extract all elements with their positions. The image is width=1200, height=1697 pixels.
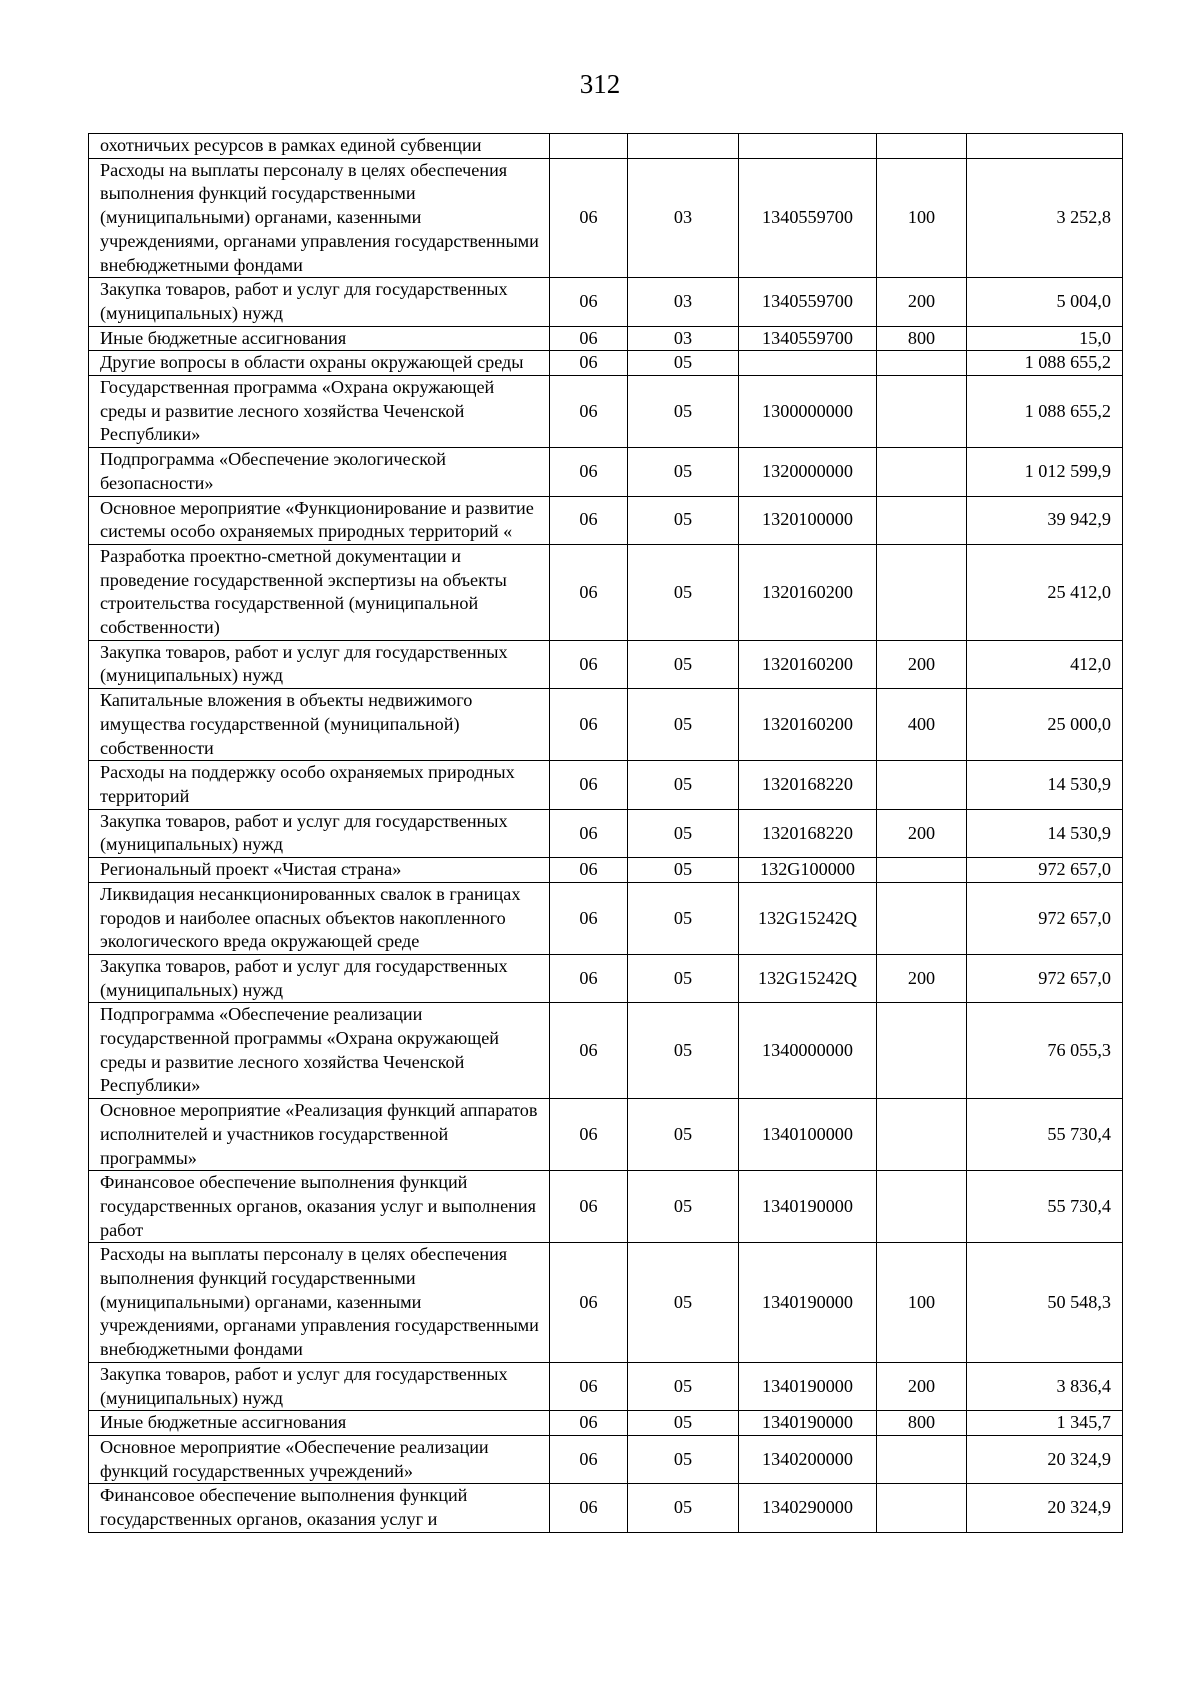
row-name-cell: Расходы на поддержку особо охраняемых природных территорий bbox=[89, 761, 550, 809]
row-name-cell: Основное мероприятие «Функционирование и развитие системы особо охраняемых природных территорий « bbox=[89, 496, 550, 544]
row-expense-type-cell: 100 bbox=[877, 158, 967, 278]
row-target-article-cell: 1340559700 bbox=[739, 278, 877, 326]
table-row bbox=[89, 376, 1123, 448]
row-subsection-cell: 03 bbox=[628, 158, 739, 278]
row-target-article-cell: 1320168220 bbox=[739, 761, 877, 809]
row-target-article-cell: 132G15242Q bbox=[739, 954, 877, 1002]
table-row bbox=[89, 954, 1123, 1002]
row-target-article-cell: 132G15242Q bbox=[739, 882, 877, 954]
row-target-article-cell: 1340559700 bbox=[739, 326, 877, 351]
row-expense-type-cell: 100 bbox=[877, 1243, 967, 1363]
row-subsection-cell: 05 bbox=[628, 858, 739, 883]
row-amount-cell: 55 730,4 bbox=[967, 1171, 1123, 1243]
row-target-article-cell: 1320100000 bbox=[739, 496, 877, 544]
row-target-article-cell bbox=[739, 134, 877, 159]
row-expense-type-cell bbox=[877, 1484, 967, 1532]
row-expense-type-cell bbox=[877, 376, 967, 448]
table-row bbox=[89, 1484, 1123, 1532]
row-amount-cell: 1 088 655,2 bbox=[967, 376, 1123, 448]
table-row bbox=[89, 1435, 1123, 1483]
row-section-cell: 06 bbox=[550, 158, 628, 278]
row-name-cell: Финансовое обеспечение выполнения функций государственных органов, оказания услуг и bbox=[89, 1484, 550, 1532]
row-name-cell: Иные бюджетные ассигнования bbox=[89, 326, 550, 351]
row-subsection-cell bbox=[628, 134, 739, 159]
row-name-cell: Капитальные вложения в объекты недвижимого имущества государственной (муниципальной) собственности bbox=[89, 689, 550, 761]
row-amount-cell: 14 530,9 bbox=[967, 809, 1123, 857]
row-subsection-cell: 05 bbox=[628, 809, 739, 857]
row-target-article-cell: 1340190000 bbox=[739, 1362, 877, 1410]
row-target-article-cell: 1300000000 bbox=[739, 376, 877, 448]
row-subsection-cell: 05 bbox=[628, 1362, 739, 1410]
row-section-cell: 06 bbox=[550, 496, 628, 544]
row-expense-type-cell: 200 bbox=[877, 954, 967, 1002]
row-expense-type-cell bbox=[877, 761, 967, 809]
row-subsection-cell: 05 bbox=[628, 544, 739, 640]
row-expense-type-cell bbox=[877, 544, 967, 640]
row-section-cell bbox=[550, 134, 628, 159]
row-target-article-cell: 1340190000 bbox=[739, 1411, 877, 1436]
row-name-cell: Закупка товаров, работ и услуг для государственных (муниципальных) нужд bbox=[89, 954, 550, 1002]
table-row bbox=[89, 544, 1123, 640]
row-subsection-cell: 05 bbox=[628, 448, 739, 496]
row-name-cell: Региональный проект «Чистая страна» bbox=[89, 858, 550, 883]
table-row bbox=[89, 689, 1123, 761]
row-amount-cell: 1 088 655,2 bbox=[967, 351, 1123, 376]
row-name-cell: Закупка товаров, работ и услуг для государственных (муниципальных) нужд bbox=[89, 278, 550, 326]
row-section-cell: 06 bbox=[550, 640, 628, 688]
row-name-cell: Ликвидация несанкционированных свалок в границах городов и наиболее опасных объектов накопленного экологического вреда окружающей среде bbox=[89, 882, 550, 954]
row-name-cell: Закупка товаров, работ и услуг для государственных (муниципальных) нужд bbox=[89, 1362, 550, 1410]
row-subsection-cell: 05 bbox=[628, 496, 739, 544]
row-target-article-cell: 1340200000 bbox=[739, 1435, 877, 1483]
row-amount-cell: 1 345,7 bbox=[967, 1411, 1123, 1436]
row-subsection-cell: 05 bbox=[628, 1099, 739, 1171]
table-row bbox=[89, 761, 1123, 809]
budget-table bbox=[88, 133, 1123, 1533]
row-section-cell: 06 bbox=[550, 1003, 628, 1099]
row-name-cell: Иные бюджетные ассигнования bbox=[89, 1411, 550, 1436]
row-amount-cell: 3 836,4 bbox=[967, 1362, 1123, 1410]
row-target-article-cell: 1340190000 bbox=[739, 1171, 877, 1243]
table-row bbox=[89, 278, 1123, 326]
budget-table-body bbox=[89, 134, 1123, 1533]
table-row bbox=[89, 1003, 1123, 1099]
row-subsection-cell: 05 bbox=[628, 1435, 739, 1483]
row-section-cell: 06 bbox=[550, 1362, 628, 1410]
row-amount-cell: 3 252,8 bbox=[967, 158, 1123, 278]
row-section-cell: 06 bbox=[550, 1099, 628, 1171]
row-section-cell: 06 bbox=[550, 761, 628, 809]
row-subsection-cell: 05 bbox=[628, 761, 739, 809]
table-row bbox=[89, 809, 1123, 857]
row-amount-cell: 55 730,4 bbox=[967, 1099, 1123, 1171]
row-subsection-cell: 05 bbox=[628, 954, 739, 1002]
row-target-article-cell: 1340000000 bbox=[739, 1003, 877, 1099]
row-amount-cell: 25 000,0 bbox=[967, 689, 1123, 761]
table-row bbox=[89, 1411, 1123, 1436]
row-expense-type-cell: 200 bbox=[877, 1362, 967, 1410]
row-target-article-cell bbox=[739, 351, 877, 376]
row-name-cell: Основное мероприятие «Обеспечение реализации функций государственных учреждений» bbox=[89, 1435, 550, 1483]
table-row bbox=[89, 1362, 1123, 1410]
row-name-cell: Подпрограмма «Обеспечение экологической безопасности» bbox=[89, 448, 550, 496]
row-target-article-cell: 1320000000 bbox=[739, 448, 877, 496]
table-row bbox=[89, 448, 1123, 496]
row-amount-cell: 50 548,3 bbox=[967, 1243, 1123, 1363]
row-target-article-cell: 1320160200 bbox=[739, 689, 877, 761]
row-subsection-cell: 05 bbox=[628, 376, 739, 448]
row-target-article-cell: 132G100000 bbox=[739, 858, 877, 883]
row-name-cell: Другие вопросы в области охраны окружающей среды bbox=[89, 351, 550, 376]
row-target-article-cell: 1320168220 bbox=[739, 809, 877, 857]
row-name-cell: Расходы на выплаты персоналу в целях обеспечения выполнения функций государственными (муниципальными) органами, казенными учреждениями, органами управления государственными внебюджетными фондами bbox=[89, 1243, 550, 1363]
row-section-cell: 06 bbox=[550, 448, 628, 496]
row-target-article-cell: 1340100000 bbox=[739, 1099, 877, 1171]
row-section-cell: 06 bbox=[550, 376, 628, 448]
row-amount-cell: 972 657,0 bbox=[967, 954, 1123, 1002]
table-row bbox=[89, 1099, 1123, 1171]
row-name-cell: Закупка товаров, работ и услуг для государственных (муниципальных) нужд bbox=[89, 809, 550, 857]
row-amount-cell: 412,0 bbox=[967, 640, 1123, 688]
table-row bbox=[89, 882, 1123, 954]
row-expense-type-cell: 200 bbox=[877, 809, 967, 857]
page-number: 312 bbox=[579, 69, 621, 99]
row-name-cell: Разработка проектно-сметной документации и проведение государственной экспертизы на объекты строительства государственной (муниципальной собственности) bbox=[89, 544, 550, 640]
row-target-article-cell: 1340190000 bbox=[739, 1243, 877, 1363]
row-expense-type-cell bbox=[877, 1171, 967, 1243]
row-amount-cell: 39 942,9 bbox=[967, 496, 1123, 544]
row-section-cell: 06 bbox=[550, 689, 628, 761]
row-subsection-cell: 05 bbox=[628, 1003, 739, 1099]
row-amount-cell: 15,0 bbox=[967, 326, 1123, 351]
row-amount-cell: 20 324,9 bbox=[967, 1435, 1123, 1483]
row-expense-type-cell bbox=[877, 858, 967, 883]
row-subsection-cell: 05 bbox=[628, 1484, 739, 1532]
row-target-article-cell: 1320160200 bbox=[739, 640, 877, 688]
row-section-cell: 06 bbox=[550, 1435, 628, 1483]
row-expense-type-cell bbox=[877, 496, 967, 544]
row-name-cell: Расходы на выплаты персоналу в целях обеспечения выполнения функций государственными (муниципальными) органами, казенными учреждениями, органами управления государственными внебюджетными фондами bbox=[89, 158, 550, 278]
row-subsection-cell: 05 bbox=[628, 882, 739, 954]
table-row bbox=[89, 858, 1123, 883]
row-name-cell: Государственная программа «Охрана окружающей среды и развитие лесного хозяйства Чеченской Республики» bbox=[89, 376, 550, 448]
row-name-cell: Подпрограмма «Обеспечение реализации государственной программы «Охрана окружающей среды и развитие лесного хозяйства Чеченской Республики» bbox=[89, 1003, 550, 1099]
row-subsection-cell: 05 bbox=[628, 1171, 739, 1243]
row-amount-cell: 14 530,9 bbox=[967, 761, 1123, 809]
row-expense-type-cell: 200 bbox=[877, 640, 967, 688]
row-expense-type-cell: 400 bbox=[877, 689, 967, 761]
row-subsection-cell: 05 bbox=[628, 689, 739, 761]
row-amount-cell: 25 412,0 bbox=[967, 544, 1123, 640]
row-name-cell: Основное мероприятие «Реализация функций аппаратов исполнителей и участников государственной программы» bbox=[89, 1099, 550, 1171]
table-row bbox=[89, 134, 1123, 159]
row-section-cell: 06 bbox=[550, 278, 628, 326]
row-section-cell: 06 bbox=[550, 882, 628, 954]
table-row bbox=[89, 1243, 1123, 1363]
row-name-cell: Закупка товаров, работ и услуг для государственных (муниципальных) нужд bbox=[89, 640, 550, 688]
row-amount-cell: 972 657,0 bbox=[967, 882, 1123, 954]
row-expense-type-cell: 200 bbox=[877, 278, 967, 326]
row-section-cell: 06 bbox=[550, 1171, 628, 1243]
row-amount-cell: 972 657,0 bbox=[967, 858, 1123, 883]
row-expense-type-cell: 800 bbox=[877, 1411, 967, 1436]
table-row bbox=[89, 326, 1123, 351]
row-subsection-cell: 03 bbox=[628, 326, 739, 351]
row-amount-cell: 5 004,0 bbox=[967, 278, 1123, 326]
table-row bbox=[89, 351, 1123, 376]
row-name-cell: Финансовое обеспечение выполнения функций государственных органов, оказания услуг и выполнения работ bbox=[89, 1171, 550, 1243]
row-section-cell: 06 bbox=[550, 1411, 628, 1436]
row-subsection-cell: 05 bbox=[628, 1411, 739, 1436]
row-amount-cell bbox=[967, 134, 1123, 159]
row-target-article-cell: 1320160200 bbox=[739, 544, 877, 640]
row-expense-type-cell bbox=[877, 882, 967, 954]
row-section-cell: 06 bbox=[550, 1243, 628, 1363]
row-subsection-cell: 05 bbox=[628, 640, 739, 688]
table-row bbox=[89, 1171, 1123, 1243]
row-target-article-cell: 1340559700 bbox=[739, 158, 877, 278]
row-section-cell: 06 bbox=[550, 326, 628, 351]
row-subsection-cell: 05 bbox=[628, 1243, 739, 1363]
row-expense-type-cell bbox=[877, 1435, 967, 1483]
table-row bbox=[89, 158, 1123, 278]
row-section-cell: 06 bbox=[550, 954, 628, 1002]
row-name-cell: охотничьих ресурсов в рамках единой субвенции bbox=[89, 134, 550, 159]
row-target-article-cell: 1340290000 bbox=[739, 1484, 877, 1532]
row-expense-type-cell bbox=[877, 1099, 967, 1171]
row-subsection-cell: 05 bbox=[628, 351, 739, 376]
row-section-cell: 06 bbox=[550, 809, 628, 857]
row-subsection-cell: 03 bbox=[628, 278, 739, 326]
row-section-cell: 06 bbox=[550, 1484, 628, 1532]
row-expense-type-cell: 800 bbox=[877, 326, 967, 351]
row-section-cell: 06 bbox=[550, 544, 628, 640]
row-section-cell: 06 bbox=[550, 351, 628, 376]
table-row bbox=[89, 496, 1123, 544]
row-expense-type-cell bbox=[877, 134, 967, 159]
row-expense-type-cell bbox=[877, 351, 967, 376]
row-amount-cell: 76 055,3 bbox=[967, 1003, 1123, 1099]
row-amount-cell: 20 324,9 bbox=[967, 1484, 1123, 1532]
row-expense-type-cell bbox=[877, 1003, 967, 1099]
table-row bbox=[89, 640, 1123, 688]
row-expense-type-cell bbox=[877, 448, 967, 496]
row-section-cell: 06 bbox=[550, 858, 628, 883]
row-amount-cell: 1 012 599,9 bbox=[967, 448, 1123, 496]
